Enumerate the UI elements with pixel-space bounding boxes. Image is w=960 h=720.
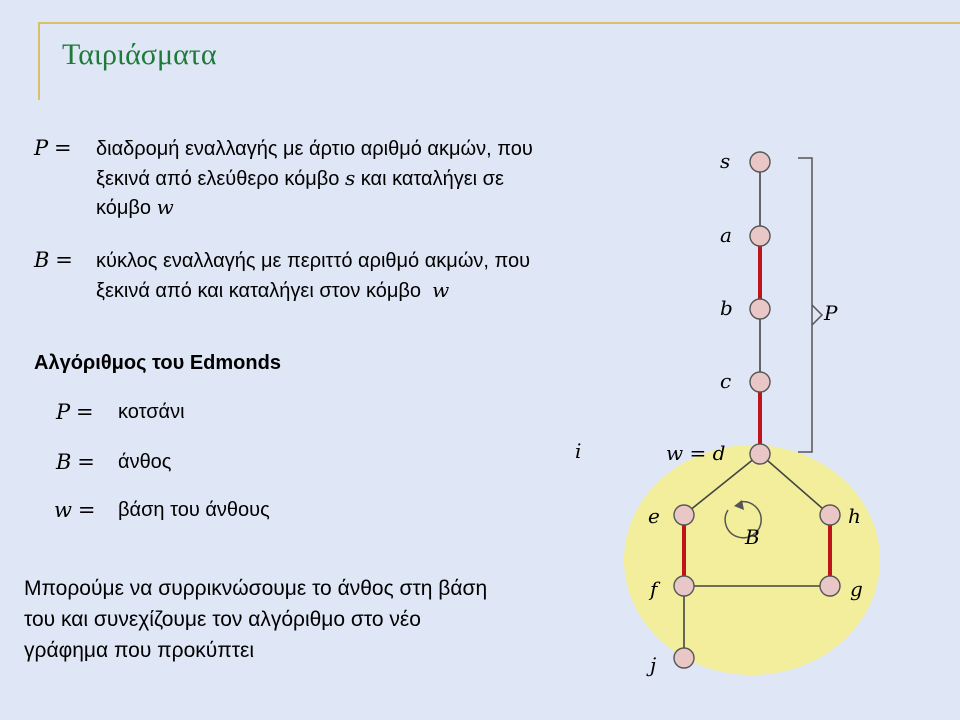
node-h [820,505,840,525]
blossom-highlight [624,445,880,675]
blossom-label: B [745,525,760,549]
edmonds-heading: Αλγόριθμος του Edmonds [34,352,281,374]
edmonds-row-b-text: άνθος [118,451,172,473]
stem-label: P [824,301,838,325]
extra-node-label: i [575,439,582,463]
node-label-b: b [720,296,733,320]
node-d [750,444,770,464]
stem-bracket [798,158,812,452]
node-a [750,226,770,246]
def-p-symbol: P = [34,136,72,160]
edmonds-row-w-text: βάση του άνθους [118,499,270,521]
node-label-s: s [720,149,731,173]
node-label-d: w = d [666,441,726,465]
node-label-g: g [850,577,863,601]
def-p-line-1: διαδρομή εναλλαγής με άρτιο αριθμό ακμών, που [96,138,533,160]
node-e [674,505,694,525]
node-label-f: f [650,577,658,601]
node-b [750,299,770,319]
edmonds-row-b-symbol: B = [56,450,95,474]
conclusion-line-2: του και συνεχίζουμε τον αλγόριθμο στο νέο [24,608,421,631]
conclusion-line-3: γράφημα που προκύπτει [24,639,255,662]
node-label-j: j [650,653,657,677]
node-s [750,152,770,172]
edmonds-row-w-symbol: w = [54,498,96,522]
node-label-h: h [848,504,861,528]
node-label-a: a [720,223,732,247]
def-p-line-3: κόμβο w [96,195,174,219]
def-p-line-2: ξεκινά από ελεύθερο κόμβο s και καταλήγει σε [96,166,504,190]
node-j [674,648,694,668]
node-label-c: c [720,369,732,393]
edmonds-row-p-text: κοτσάνι [118,401,185,423]
stem-bracket-tip [812,305,822,325]
edmonds-row-p-symbol: P = [56,400,94,424]
node-g [820,576,840,596]
node-f [674,576,694,596]
def-b-line-1: κύκλος εναλλαγής με περιττό αριθμό ακμών, που [96,250,531,272]
conclusion-line-1: Μπορούμε να συρρικνώσουμε το άνθος στη βάση [24,577,488,600]
slide-title: Ταιριάσματα [62,38,217,71]
def-b-symbol: B = [34,248,73,272]
node-label-e: e [648,504,660,528]
def-b-line-2: ξεκινά από και καταλήγει στον κόμβο w [96,278,450,302]
node-c [750,372,770,392]
